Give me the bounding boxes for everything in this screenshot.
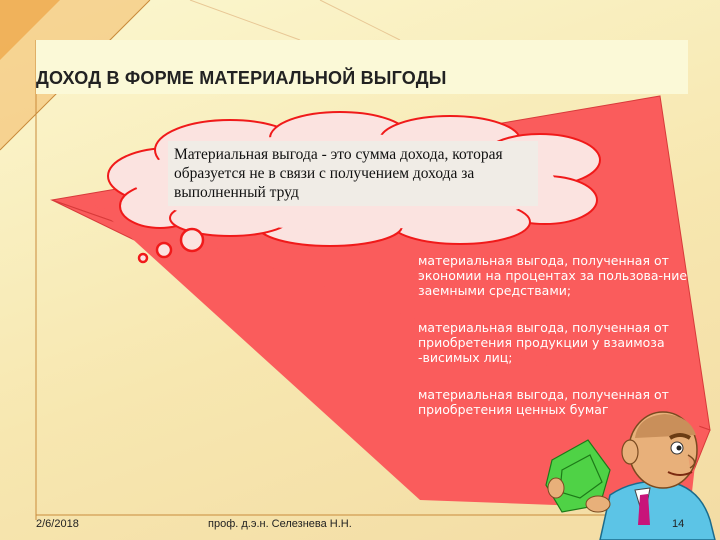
- list-item-3: материальная выгода, полученная от приобретения ценных бумаг: [418, 387, 669, 417]
- footer-author: проф. д.э.н. Селезнева Н.Н.: [208, 518, 352, 530]
- list-item-1: материальная выгода, полученная от экономии на процентах за пользова-ние заемными средствами;: [418, 253, 688, 298]
- businessman-holding-money-icon: [540, 400, 720, 540]
- list-item-2: материальная выгода, полученная от приобретения продукции у взаимоза -висимых лиц;: [418, 320, 669, 365]
- definition-text: Материальная выгода - это сумма дохода, которая образуется не в связи с получением дохода за выполненный труд: [168, 141, 538, 206]
- footer-page-number: 14: [672, 518, 685, 530]
- slide-title: ДОХОД В ФОРМЕ МАТЕРИАЛЬНОЙ ВЫГОДЫ: [36, 68, 447, 88]
- footer-date: 2/6/2018: [36, 518, 79, 530]
